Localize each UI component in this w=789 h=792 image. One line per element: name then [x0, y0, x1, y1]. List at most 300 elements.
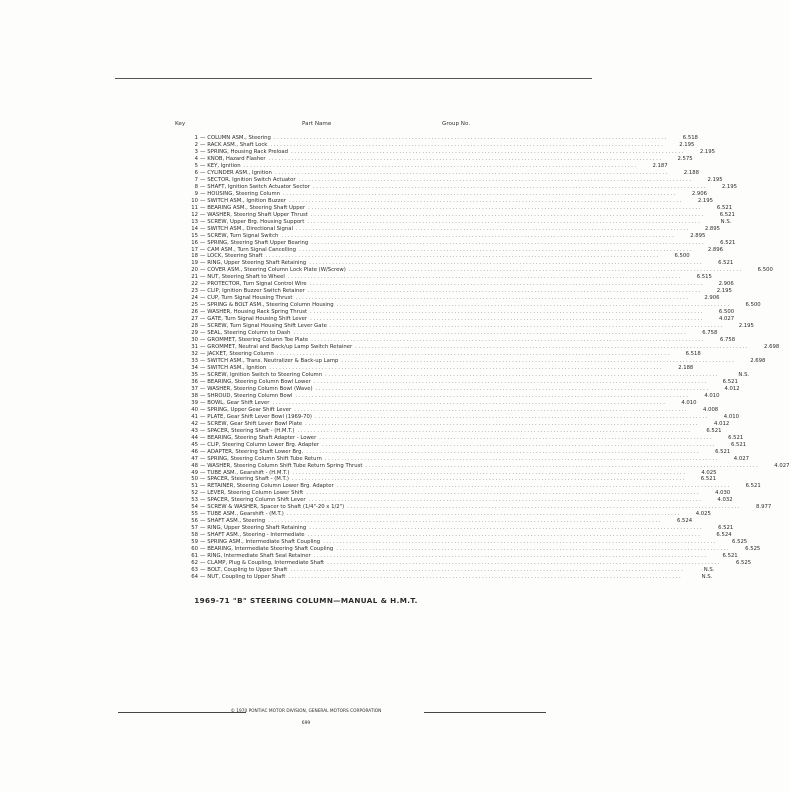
- item-dash: —: [200, 246, 206, 253]
- item-part-name: SPACER, Steering Column Shift Lever: [207, 497, 306, 504]
- list-item: [172, 260, 734, 267]
- item-dash: —: [200, 344, 206, 351]
- item-group-no: 4.025: [695, 511, 711, 518]
- item-dash: —: [200, 497, 206, 504]
- item-group-no: 6.525: [735, 560, 752, 567]
- dot-leader: ........................................................................................................................: [290, 148, 686, 155]
- item-group-no: 2.195: [697, 197, 713, 204]
- item-part-name: BEARING, Intermediate Steering Shaft Coupling: [207, 546, 334, 553]
- item-part-name: SPRING, Housing Rack Preload: [207, 148, 288, 155]
- item-group-no: 4.030: [715, 490, 731, 497]
- item-dash: —: [200, 253, 206, 260]
- dot-leader: ........................................................................................................................: [288, 197, 683, 204]
- item-part-name: PLATE, Gear Shift Lever Bowl (1969-70): [207, 413, 312, 420]
- item-group-no: 2.195: [679, 141, 695, 148]
- item-dash: —: [200, 260, 206, 267]
- item-key: 22: [191, 281, 198, 288]
- dot-leader: ........................................................................................................................: [310, 316, 705, 323]
- item-group-no: 2.187: [652, 162, 668, 169]
- page-number: 699: [301, 721, 311, 726]
- column-header-group-no: Group No.: [442, 121, 471, 127]
- list-item: [172, 539, 748, 546]
- item-part-name: SCREW & WASHER, Spacer to Shaft (1/4"-20 x 1/2"): [207, 504, 345, 511]
- item-key: 42: [191, 420, 198, 427]
- item-group-no: N.S.: [703, 567, 715, 574]
- dot-leader: ........................................................................................................................: [311, 337, 706, 344]
- item-key: 21: [191, 274, 198, 281]
- item-part-name: KNOB, Hazard Flasher: [207, 155, 266, 162]
- item-part-name: CYLINDER ASM., Ignition: [207, 169, 272, 176]
- dot-leader: ........................................................................................................................: [273, 135, 668, 141]
- item-key: 31: [191, 344, 198, 351]
- dot-leader: ........................................................................................................................: [355, 344, 750, 351]
- list-item: [172, 518, 693, 525]
- dot-leader: ........................................................................................................................: [336, 302, 731, 309]
- item-key: 48: [191, 462, 198, 469]
- list-item: [172, 385, 740, 393]
- list-item: [172, 211, 735, 219]
- item-key: 50: [191, 476, 198, 483]
- item-dash: —: [200, 162, 206, 169]
- item-key: 11: [191, 204, 198, 211]
- dot-leader: ........................................................................................................................: [269, 364, 664, 371]
- item-key: 41: [191, 413, 198, 420]
- item-key: 27: [191, 316, 198, 323]
- item-group-no: 4.027: [718, 316, 735, 323]
- item-dash: —: [200, 302, 206, 309]
- list-item: [172, 197, 713, 205]
- item-part-name: SPRING, Steering Column Shift Tube Return: [207, 455, 322, 462]
- item-group-no: 6.525: [732, 539, 748, 546]
- list-item: [172, 560, 752, 567]
- list-item: [172, 483, 761, 490]
- dot-leader: ........................................................................................................................: [281, 232, 676, 239]
- list-item: [172, 267, 773, 274]
- item-key: 25: [191, 302, 198, 309]
- dot-leader: ........................................................................................................................: [243, 162, 638, 169]
- item-group-no: N.S.: [738, 371, 750, 378]
- dot-leader: ........................................................................................................................: [308, 497, 703, 504]
- item-key: 32: [191, 351, 198, 358]
- list-item: [172, 141, 695, 149]
- item-group-no: 2.195: [699, 148, 716, 155]
- item-group-no: 6.500: [674, 253, 690, 260]
- list-item: [172, 148, 716, 156]
- dot-leader: ........................................................................................................................: [322, 441, 717, 448]
- item-dash: —: [200, 525, 206, 532]
- dot-leader: ........................................................................................................................: [308, 204, 703, 211]
- item-part-name: WASHER, Steering Column Bowl (Wave): [207, 385, 313, 392]
- list-item: [172, 288, 732, 295]
- item-key: 52: [191, 490, 198, 497]
- item-dash: —: [200, 392, 206, 399]
- item-dash: —: [200, 232, 206, 239]
- list-item: [172, 448, 731, 456]
- item-part-name: SECTOR, Ignition Switch Actuator: [207, 176, 296, 183]
- item-group-no: 6.758: [719, 337, 736, 344]
- dot-leader: ........................................................................................................................: [286, 511, 681, 518]
- item-dash: —: [200, 490, 206, 497]
- item-dash: —: [200, 469, 206, 476]
- dot-leader: ........................................................................................................................: [292, 469, 687, 476]
- list-item: [172, 546, 761, 553]
- item-part-name: NUT, Coupling to Upper Shaft: [207, 574, 286, 581]
- item-dash: —: [200, 560, 206, 567]
- item-part-name: SPACER, Steering Shaft - (H.M.T.): [207, 427, 295, 434]
- item-dash: —: [200, 337, 206, 344]
- item-dash: —: [200, 371, 206, 378]
- item-part-name: SWITCH ASM., Trans. Neutralizer & Back-up Lamp: [207, 358, 339, 364]
- item-dash: —: [200, 385, 206, 392]
- item-group-no: 6.525: [745, 546, 761, 553]
- item-key: 51: [191, 483, 198, 490]
- item-group-no: 2.195: [707, 176, 723, 183]
- dot-leader: ........................................................................................................................: [307, 288, 702, 295]
- list-item: [172, 135, 698, 142]
- item-group-no: 6.758: [702, 330, 718, 337]
- item-key: 9: [194, 190, 198, 197]
- dot-leader: ........................................................................................................................: [327, 560, 722, 567]
- item-part-name: BEARING, Steering Shaft Adapter - Lower: [207, 434, 317, 441]
- item-dash: —: [200, 483, 206, 490]
- item-group-no: 4.010: [723, 413, 739, 420]
- item-dash: —: [200, 135, 206, 141]
- item-dash: —: [200, 511, 206, 518]
- item-key: 59: [191, 539, 198, 546]
- item-dash: —: [200, 539, 206, 546]
- item-key: 57: [191, 525, 198, 532]
- item-group-no: 4.012: [724, 385, 740, 392]
- item-dash: —: [200, 364, 206, 371]
- item-group-no: 2.906: [718, 281, 734, 288]
- item-key: 3: [194, 148, 198, 155]
- item-part-name: SCREW, Gear Shift Lever Bowl Plate: [207, 420, 303, 427]
- list-item: [172, 553, 738, 560]
- item-dash: —: [200, 518, 206, 525]
- dot-leader: ........................................................................................................................: [307, 218, 702, 225]
- dot-leader: ........................................................................................................................: [310, 309, 705, 316]
- dot-leader: ........................................................................................................................: [341, 358, 736, 364]
- item-part-name: SHAFT ASM., Steering - Intermediate: [207, 532, 305, 539]
- item-key: 2: [194, 141, 198, 148]
- item-part-name: RETAINER, Steering Column Lower Brg. Adapter: [207, 483, 334, 490]
- item-dash: —: [200, 351, 206, 358]
- item-key: 35: [191, 371, 198, 378]
- item-key: 33: [191, 358, 198, 364]
- list-item: [172, 274, 712, 281]
- dot-leader: ........................................................................................................................: [290, 567, 685, 574]
- item-key: 36: [191, 378, 198, 385]
- list-item: [172, 406, 719, 414]
- item-part-name: WASHER, Housing Rack Spring Thrust: [207, 309, 308, 316]
- item-dash: —: [200, 141, 206, 148]
- dot-leader: ........................................................................................................................: [307, 532, 702, 539]
- dot-leader: ........................................................................................................................: [309, 260, 704, 267]
- item-key: 37: [191, 385, 198, 392]
- item-dash: —: [200, 448, 206, 455]
- item-group-no: 4.025: [701, 469, 717, 476]
- item-dash: —: [200, 567, 206, 574]
- item-dash: —: [200, 190, 206, 197]
- page-title: 1969-71 "B" STEERING COLUMN—MANUAL & H.M.T.: [194, 596, 418, 605]
- list-item: [172, 302, 761, 309]
- item-key: 46: [191, 448, 198, 455]
- list-item: [172, 567, 715, 574]
- item-key: 30: [191, 337, 198, 344]
- list-item: [172, 232, 706, 240]
- item-dash: —: [200, 455, 206, 462]
- item-group-no: 6.515: [696, 274, 712, 281]
- item-group-no: 6.521: [718, 260, 734, 267]
- dot-leader: ........................................................................................................................: [276, 351, 671, 358]
- item-key: 15: [191, 232, 198, 239]
- item-part-name: SHAFT, Ignition Switch Actuator Sector: [207, 183, 310, 190]
- list-item: [172, 169, 699, 177]
- dot-leader: ........................................................................................................................: [274, 169, 669, 176]
- item-group-no: 6.524: [716, 532, 732, 539]
- item-group-no: 6.521: [722, 378, 738, 385]
- item-part-name: WASHER, Steering Shaft Upper Thrust: [207, 211, 308, 218]
- item-dash: —: [200, 218, 206, 225]
- item-group-no: 6.521: [720, 239, 736, 246]
- item-part-name: BOLT, Coupling to Upper Shaft: [207, 567, 288, 574]
- item-group-no: 6.521: [700, 476, 716, 483]
- item-part-name: SPRING, Upper Gear Shift Lever: [207, 406, 292, 413]
- item-key: 18: [191, 253, 198, 260]
- item-part-name: SCREW, Upper Brg. Housing Support: [207, 218, 305, 225]
- item-group-no: 6.521: [745, 483, 761, 490]
- dot-leader: ........................................................................................................................: [348, 267, 743, 274]
- item-key: 45: [191, 441, 198, 448]
- item-part-name: CUP, Turn Signal Housing Thrust: [207, 295, 293, 302]
- list-item: [172, 295, 720, 302]
- item-group-no: 2.906: [691, 190, 708, 197]
- item-part-name: COLUMN ASM., Steering: [207, 135, 271, 141]
- item-group-no: 6.521: [706, 427, 722, 434]
- item-part-name: BEARING ASM., Steering Shaft Upper: [207, 204, 306, 211]
- list-item: [172, 413, 739, 421]
- item-key: 26: [191, 309, 198, 316]
- item-key: 10: [191, 197, 198, 204]
- list-item: [172, 309, 735, 316]
- item-part-name: LOCK, Steering Shaft: [207, 253, 263, 260]
- item-key: 62: [191, 560, 198, 567]
- dot-leader: ........................................................................................................................: [268, 155, 663, 162]
- item-dash: —: [200, 399, 206, 406]
- dot-leader: ........................................................................................................................: [309, 281, 704, 288]
- dot-leader: ........................................................................................................................: [365, 462, 760, 469]
- item-group-no: 6.521: [718, 525, 734, 532]
- list-item: [172, 323, 754, 330]
- item-key: 7: [194, 176, 198, 183]
- item-dash: —: [200, 176, 206, 183]
- item-dash: —: [200, 309, 206, 316]
- item-dash: —: [200, 330, 206, 337]
- item-group-no: 2.896: [707, 246, 724, 253]
- dot-leader: ........................................................................................................................: [294, 406, 689, 413]
- dot-leader: ........................................................................................................................: [306, 490, 701, 497]
- item-group-no: 6.521: [722, 553, 738, 560]
- item-part-name: SCREW, Turn Signal Switch: [207, 232, 279, 239]
- item-part-name: SHAFT ASM., Steering: [207, 518, 266, 525]
- item-dash: —: [200, 434, 206, 441]
- item-key: 43: [191, 427, 198, 434]
- list-item: [172, 155, 693, 163]
- item-group-no: 4.027: [774, 462, 789, 469]
- item-key: 61: [191, 553, 198, 560]
- item-group-no: 6.521: [728, 434, 744, 441]
- item-group-no: 4.010: [681, 399, 697, 406]
- item-group-no: 2.895: [690, 232, 706, 239]
- list-item: [172, 337, 736, 344]
- item-part-name: BOWL, Gear Shift Lever: [207, 399, 270, 406]
- item-key: 12: [191, 211, 198, 218]
- item-key: 1: [194, 135, 198, 141]
- item-part-name: HOUSING, Steering Column: [207, 190, 280, 197]
- item-group-no: 2.195: [738, 323, 754, 330]
- item-dash: —: [200, 546, 206, 553]
- list-item: [172, 364, 694, 372]
- item-group-no: 2.575: [677, 155, 693, 162]
- list-item: [172, 239, 736, 247]
- item-part-name: CLIP, Steering Column Lower Brg. Adapter: [207, 441, 320, 448]
- item-part-name: GROMMET, Neutral and Back/up Lamp Switch Retainer: [207, 344, 353, 351]
- item-dash: —: [200, 504, 206, 511]
- item-part-name: GROMMET, Steering Column Toe Plate: [207, 337, 309, 344]
- list-item: [172, 246, 724, 254]
- dot-leader: ........................................................................................................................: [313, 378, 708, 385]
- column-header-key: Key: [175, 121, 186, 127]
- dot-leader: ........................................................................................................................: [311, 239, 706, 246]
- item-group-no: 2.906: [704, 295, 720, 302]
- list-item: [172, 476, 716, 483]
- list-item: [172, 532, 732, 539]
- dot-leader: ........................................................................................................................: [291, 476, 686, 483]
- item-group-no: 2.195: [721, 183, 737, 190]
- item-part-name: RING, Upper Steering Shaft Retaining: [207, 525, 307, 532]
- item-dash: —: [200, 420, 206, 427]
- item-part-name: SPRING, Steering Shaft Upper Bearing: [207, 239, 309, 246]
- item-dash: —: [200, 183, 206, 190]
- item-part-name: RING, Intermediate Shaft Seal Retainer: [207, 553, 311, 560]
- list-item: [172, 330, 718, 337]
- item-part-name: SWITCH ASM., Directional Signal: [207, 225, 293, 232]
- parts-list: [172, 135, 789, 581]
- dot-leader: ........................................................................................................................: [288, 574, 683, 581]
- item-part-name: TUBE ASM., Gearshift - (M.T.): [207, 511, 284, 518]
- item-part-name: PROTECTOR, Turn Signal Control Wire: [207, 281, 307, 288]
- item-key: 20: [191, 267, 198, 274]
- item-part-name: RING, Upper Steering Shaft Retaining: [207, 260, 307, 267]
- copyright: © 1970 PONTIAC MOTOR DIVISION, GENERAL MOTORS CORPORATION: [230, 709, 382, 714]
- item-part-name: CAM ASM., Turn Signal Cancelling: [207, 246, 296, 253]
- item-key: 44: [191, 434, 198, 441]
- item-group-no: 6.500: [718, 309, 735, 316]
- item-dash: —: [200, 532, 206, 539]
- item-part-name: SPACER, Steering Shaft - (M.T.): [207, 476, 289, 483]
- item-group-no: 4.010: [704, 392, 720, 399]
- item-group-no: 6.521: [730, 441, 747, 448]
- list-item: [172, 399, 697, 407]
- item-group-no: 4.027: [733, 455, 749, 462]
- dot-leader: ........................................................................................................................: [323, 539, 718, 546]
- item-dash: —: [200, 267, 206, 274]
- list-item: [172, 371, 750, 379]
- list-item: [172, 497, 733, 504]
- item-key: 40: [191, 406, 198, 413]
- item-dash: —: [200, 148, 206, 155]
- item-part-name: COVER ASM., Steering Column Lock Plate (W/Screw): [207, 267, 346, 274]
- item-key: 38: [191, 392, 198, 399]
- dot-leader: ........................................................................................................................: [314, 413, 709, 420]
- item-part-name: KEY, Ignition: [207, 162, 241, 169]
- list-item: [172, 162, 668, 170]
- item-group-no: 6.518: [685, 351, 701, 358]
- item-part-name: SCREW, Turn Signal Housing Shift Lever Gate: [207, 323, 327, 330]
- list-item: [172, 420, 730, 428]
- item-dash: —: [200, 574, 206, 581]
- dot-leader: ........................................................................................................................: [295, 392, 690, 399]
- item-part-name: SEAL, Steering Column to Dash: [207, 330, 291, 337]
- item-key: 34: [191, 364, 198, 371]
- item-group-no: 8.977: [756, 504, 772, 511]
- item-group-no: 6.521: [719, 211, 735, 218]
- list-item: [172, 190, 708, 198]
- item-dash: —: [200, 155, 206, 162]
- item-dash: —: [200, 476, 206, 483]
- item-part-name: SPRING & BOLT ASM., Steering Column Housing: [207, 302, 334, 309]
- item-part-name: WASHER, Steering Column Shift Tube Return Spring Thrust: [207, 462, 363, 469]
- item-group-no: N.S.: [701, 574, 713, 581]
- item-group-no: 4.012: [714, 420, 730, 427]
- item-group-no: 2.188: [678, 364, 694, 371]
- item-group-no: 6.524: [676, 518, 693, 525]
- list-item: [172, 574, 713, 581]
- item-dash: —: [200, 413, 206, 420]
- list-item: [172, 358, 766, 365]
- item-group-no: 2.188: [683, 169, 699, 176]
- item-key: 16: [191, 239, 198, 246]
- dot-leader: ........................................................................................................................: [298, 246, 694, 253]
- item-group-no: 6.518: [682, 135, 698, 141]
- list-item: [172, 316, 735, 323]
- item-key: 58: [191, 532, 198, 539]
- dot-leader: ........................................................................................................................: [287, 274, 682, 281]
- item-dash: —: [200, 378, 206, 385]
- item-dash: —: [200, 288, 206, 295]
- list-item: [172, 344, 780, 351]
- item-key: 8: [194, 183, 198, 190]
- list-item: [172, 253, 690, 260]
- list-item: [172, 218, 732, 226]
- item-group-no: 2.195: [716, 288, 732, 295]
- item-part-name: LEVER, Steering Column Lower Shift: [207, 490, 304, 497]
- item-part-name: BEARING, Steering Column Bowl Lower: [207, 378, 311, 385]
- item-dash: —: [200, 211, 206, 218]
- item-part-name: ADAPTER, Steering Shaft Lower Brg.: [207, 448, 304, 455]
- list-item: [172, 183, 737, 191]
- item-part-name: GATE, Turn Signal Housing Shift Lever: [207, 316, 308, 323]
- item-dash: —: [200, 204, 206, 211]
- item-key: 24: [191, 295, 198, 302]
- item-key: 6: [194, 169, 198, 176]
- item-key: 55: [191, 511, 198, 518]
- item-group-no: 2.895: [704, 225, 721, 232]
- item-part-name: CLIP, Ignition Buzzer Switch Retainer: [207, 288, 305, 295]
- dot-leader: ........................................................................................................................: [315, 385, 710, 392]
- dot-leader: ........................................................................................................................: [312, 183, 707, 190]
- dot-leader: ........................................................................................................................: [319, 434, 714, 441]
